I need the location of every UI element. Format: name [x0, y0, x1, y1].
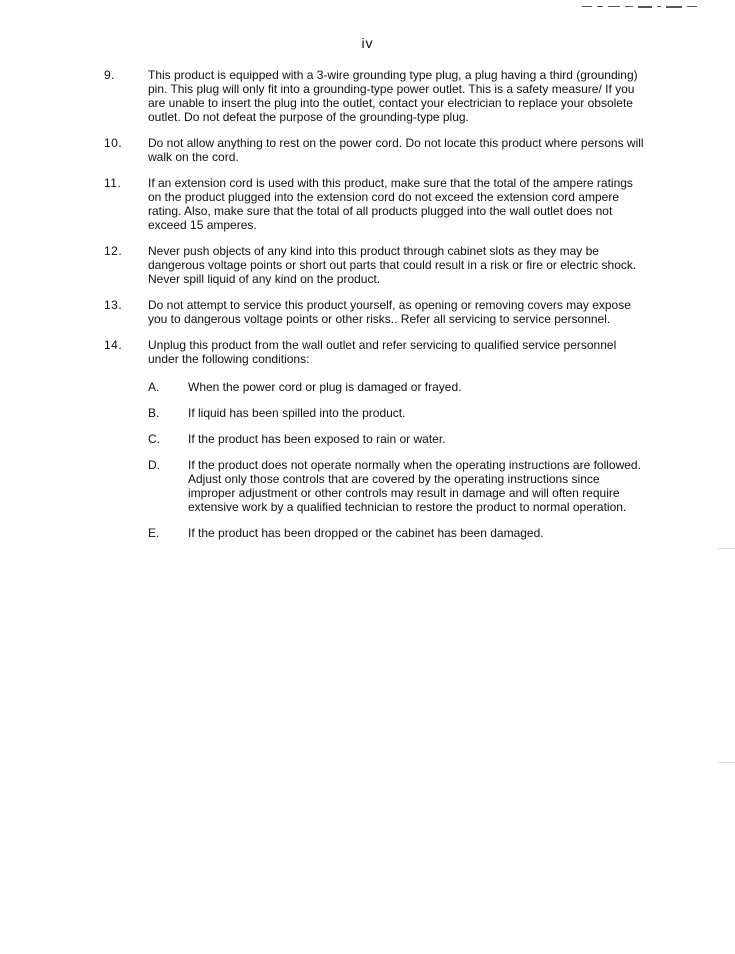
- list-item: [104, 298, 644, 326]
- item-body: [148, 68, 644, 124]
- sub-list-item: [148, 432, 644, 446]
- page-number: iv: [361, 35, 374, 51]
- item-number: 11.: [104, 176, 122, 190]
- item-text: Do not allow anything to rest on the power cord. Do not locate this product where persons will walk on the cord.: [148, 136, 644, 164]
- sub-item-text: If the product has been dropped or the cabinet has been damaged.: [188, 526, 544, 540]
- sub-item-text: If the product does not operate normally when the operating instructions are followed. Adjust only those controls that are covered by the operating instructions since improper adjustment or other controls may result in damage and will often require extensive work by a qualified technician to restore the product to normal operation.: [188, 458, 641, 514]
- sub-item-text: If liquid has been spilled into the product.: [188, 406, 406, 420]
- list-item: [104, 176, 644, 232]
- item-number: 9.: [104, 68, 116, 82]
- list-item: [104, 338, 644, 552]
- scan-artifact-marks: [582, 5, 697, 8]
- item-body: [148, 298, 644, 326]
- sub-item-text: If the product has been exposed to rain or water.: [188, 432, 446, 446]
- list-item: [104, 244, 644, 286]
- safety-instructions-list: [104, 68, 644, 564]
- sub-list-item: [148, 380, 644, 394]
- list-item: [104, 136, 644, 164]
- item-text: If an extension cord is used with this product, make sure that the total of the ampere ratings on the product plugged into the extension cord do not exceed the extension cord ampere rating. Also, make sure that the total of all products plugged into the wall outlet does not exceed 15 amperes.: [148, 176, 633, 232]
- sub-list-item: [148, 406, 644, 420]
- item-text: Unplug this product from the wall outlet and refer servicing to qualified service personnel under the following conditions:: [148, 338, 617, 366]
- sub-item-text: When the power cord or plug is damaged or frayed.: [188, 380, 462, 394]
- item-number: 12.: [104, 244, 123, 258]
- item-number: 13.: [104, 298, 123, 312]
- sub-item-letter: E.: [148, 526, 160, 540]
- item-number: 10.: [104, 136, 123, 150]
- item-body: [148, 244, 644, 286]
- sub-item-letter: A.: [148, 380, 160, 394]
- item-text: Never push objects of any kind into this product through cabinet slots as they may be dangerous voltage points or short out parts that could result in a risk or fire or electric shock. Never spill liquid of any kind on the product.: [148, 244, 637, 286]
- sub-item-letter: D.: [148, 458, 160, 472]
- item-body: [148, 136, 644, 164]
- item-number: 14.: [104, 338, 123, 352]
- sub-item-letter: C.: [148, 432, 160, 446]
- item-text: Do not attempt to service this product yourself, as opening or removing covers may expose you to dangerous voltage points or other risks.. Refer all servicing to service personnel.: [148, 298, 631, 326]
- item-body: [148, 176, 644, 232]
- item-body: [148, 338, 644, 552]
- sub-list-item: [148, 526, 644, 540]
- list-item: [104, 68, 644, 124]
- scan-edge-tick: [717, 762, 735, 763]
- item-text: This product is equipped with a 3-wire grounding type plug, a plug having a third (grounding) pin. This plug will only fit into a grounding-type power outlet. This is a safety measure/ If you are unable to insert the plug into the outlet, contact your electrician to replace your obsolete outlet. Do not defeat the purpose of the grounding-type plug.: [148, 68, 638, 124]
- condition-sublist: [148, 380, 644, 540]
- sub-item-letter: B.: [148, 406, 160, 420]
- scan-edge-tick: [717, 548, 735, 549]
- sub-list-item: [148, 458, 644, 514]
